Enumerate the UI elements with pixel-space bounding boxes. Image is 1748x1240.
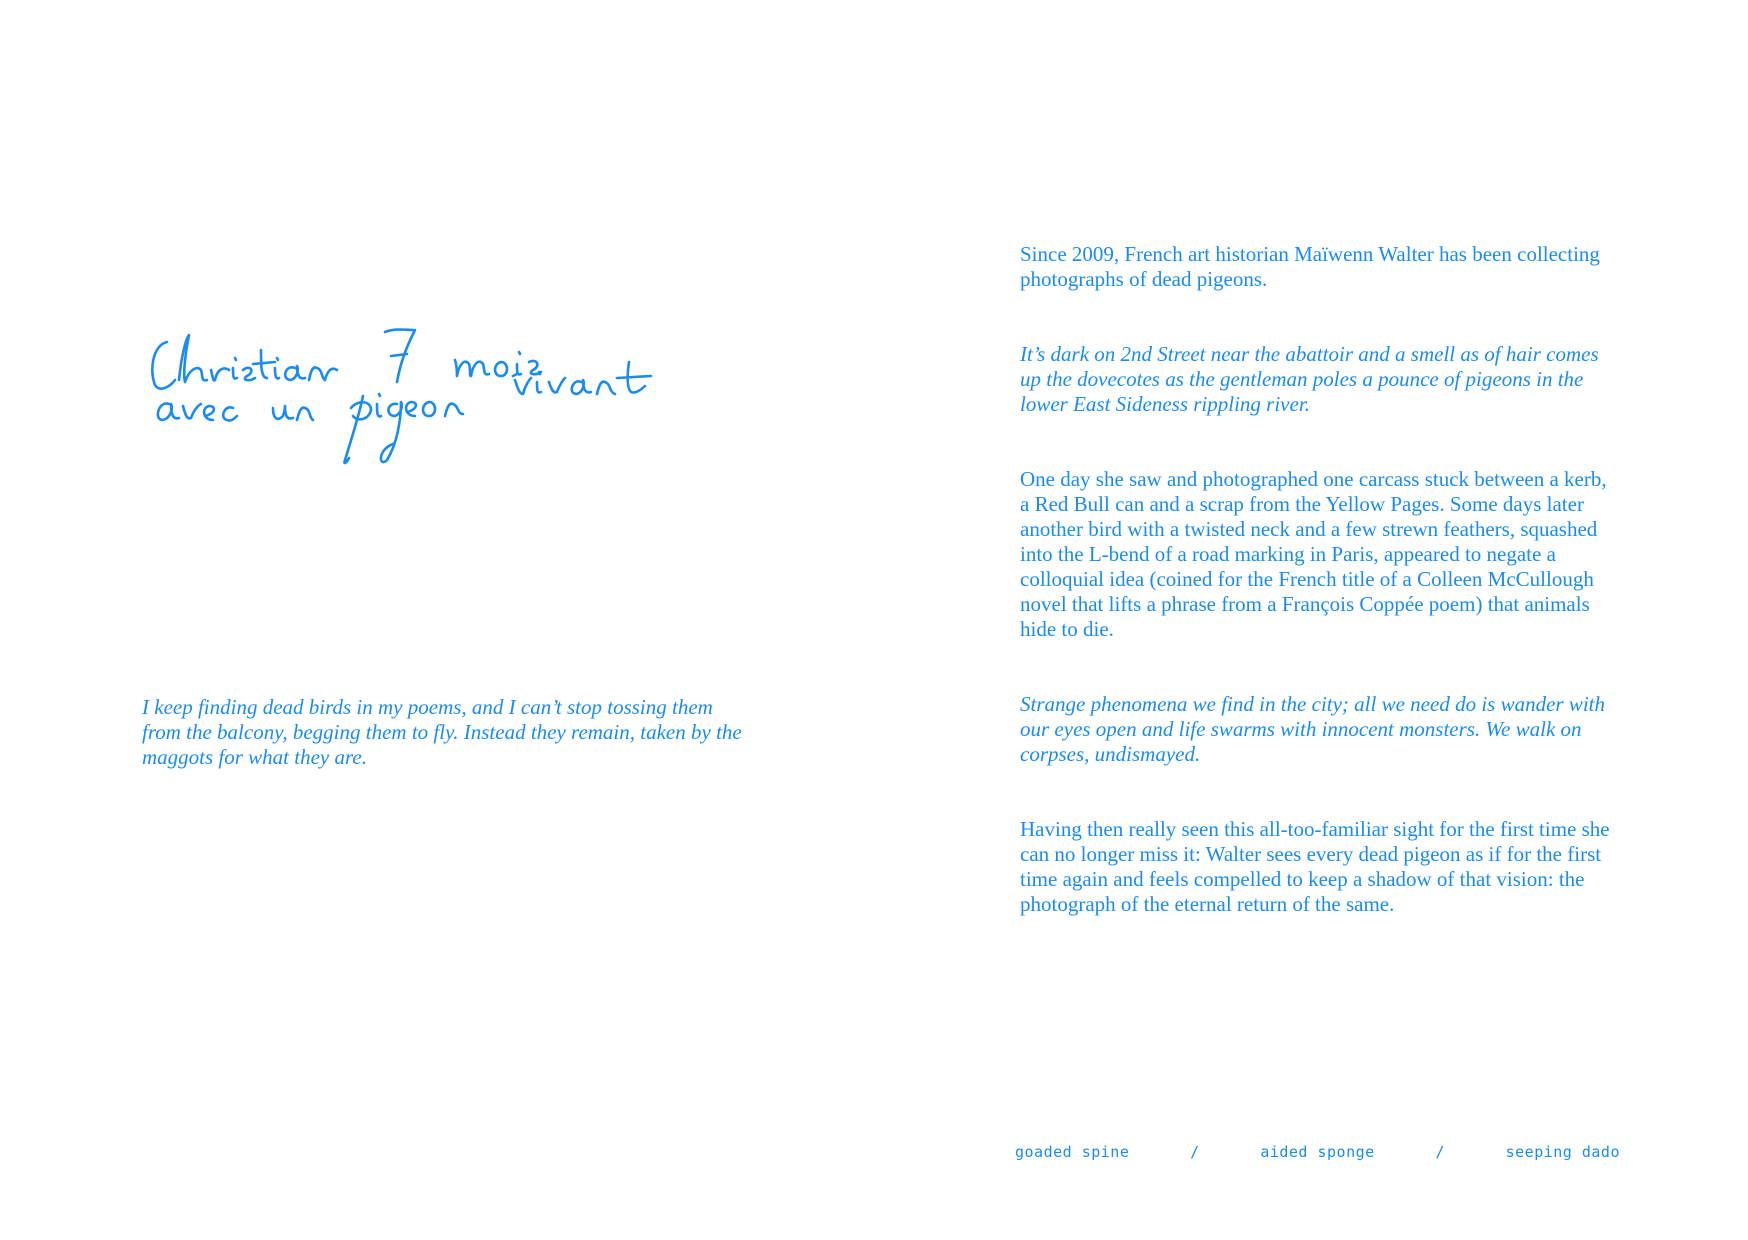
paragraph-quote-phenomena: Strange phenomena we find in the city; all we need do is wander with our eyes open and life swarms with innocent monsters. We walk on corpses, undismayed. (1020, 692, 1605, 766)
footer-separator: / (1435, 1143, 1445, 1161)
paragraph-quote-street: It’s dark on 2nd Street near the abattoir and a smell as of hair comes up the dovecotes as the gentleman poles a pounce of pigeons in the lower East Sideness rippling river. (1020, 342, 1599, 416)
footer-anagrams (1015, 1143, 1620, 1161)
footer-separator: / (1190, 1143, 1200, 1161)
footer-item-aided-sponge: aided sponge (1260, 1143, 1375, 1161)
handwriting-drawing (145, 320, 745, 500)
paragraph-vision: Having then really seen this all-too-familiar sight for the first time she can no longer miss it: Walter sees every dead pigeon as if for the first time again and feels compelled to keep a shadow of that vision: the photograph of the eternal return of the same. (1020, 817, 1610, 916)
text-column (1020, 242, 1620, 967)
paragraph-carcass: One day she saw and photographed one carcass stuck between a kerb, a Red Bull can and a scrap from the Yellow Pages. Some days later another bird with a twisted neck and a few strewn feathers, squashed into the L-bend of a road marking in Paris, appeared to negate a colloquial idea (coined for the French title of a Colleen McCullough novel that lifts a phrase from a François Coppée poem) that animals hide to die. (1020, 467, 1607, 641)
left-quote: I keep finding dead birds in my poems, and I can’t stop tossing them from the balcony, begging them to fly. Instead they remain, taken by the maggots for what they are. (142, 695, 742, 769)
paragraph-intro: Since 2009, French art historian Maïwenn Walter has been collecting photographs of dead pigeons. (1020, 242, 1600, 291)
footer-item-seeping-dado: seeping dado (1505, 1143, 1620, 1161)
footer-item-goaded-spine: goaded spine (1015, 1143, 1130, 1161)
handwritten-caption (145, 320, 745, 500)
